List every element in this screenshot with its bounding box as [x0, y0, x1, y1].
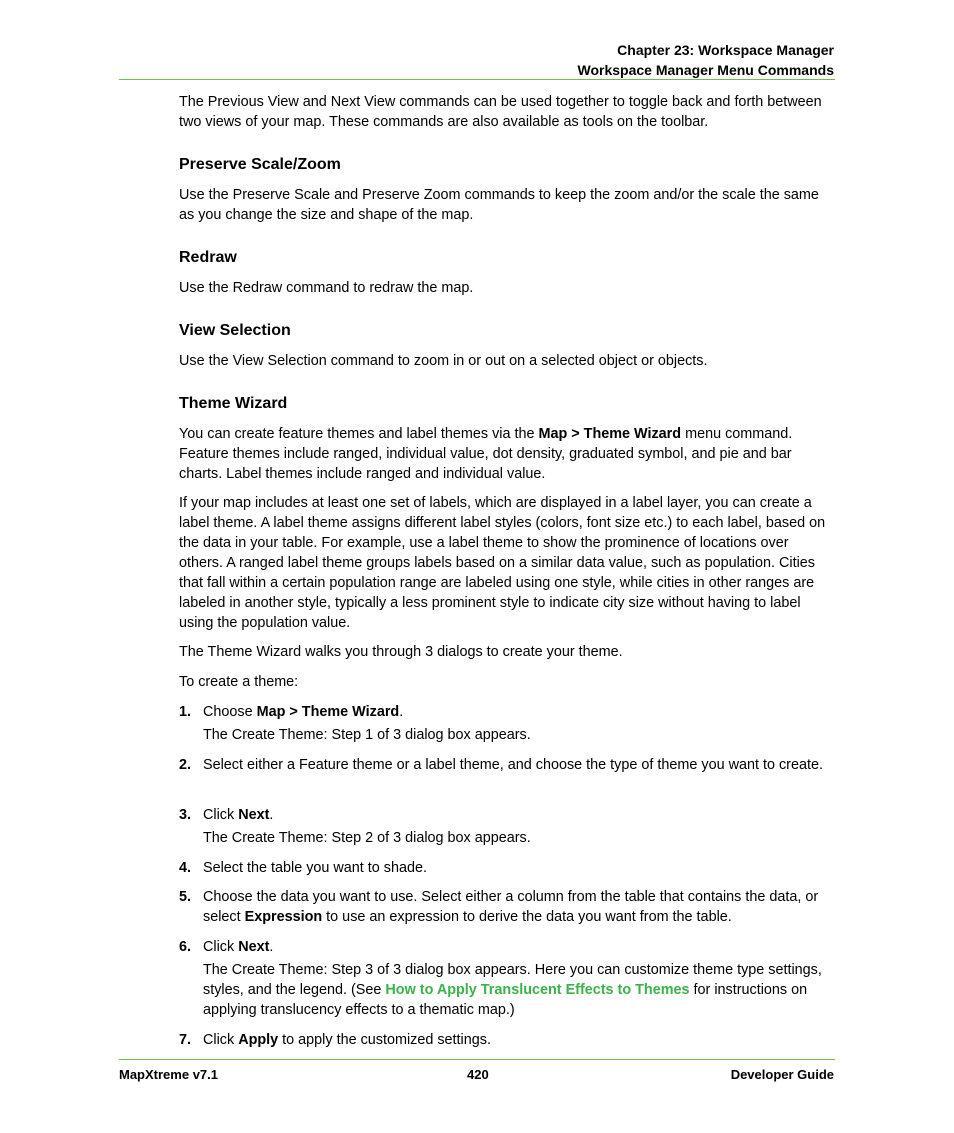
- step-3: Click Next.: [203, 807, 274, 823]
- redraw-paragraph: Use the Redraw command to redraw the map.: [179, 280, 474, 296]
- footer-product: MapXtreme v7.1: [119, 1067, 218, 1082]
- step-4-number: 4.: [179, 860, 192, 876]
- heading-theme-wizard: Theme Wizard: [179, 395, 288, 412]
- theme-wizard-paragraph-1: You can create feature themes and label themes via the Map > Theme Wizard menu command. Feature themes include ranged, individual value, dot density, graduated symbol, and pie and bar charts. Label themes include ranged and individual value.: [179, 426, 793, 482]
- theme-wizard-paragraph-4: To create a theme:: [179, 674, 299, 690]
- header-rule: [119, 79, 835, 80]
- step-1: Choose Map > Theme Wizard.: [203, 704, 404, 720]
- step-6: Click Next.: [203, 939, 274, 955]
- chapter-title: Chapter 23: Workspace Manager: [617, 42, 834, 58]
- heading-redraw: Redraw: [179, 249, 237, 266]
- theme-wizard-paragraph-3: The Theme Wizard walks you through 3 dialogs to create your theme.: [179, 644, 623, 660]
- step-5: Choose the data you want to use. Select either a column from the table that contains the data, or select Expression to use an expression to derive the data you want from the table.: [203, 889, 819, 925]
- theme-wizard-paragraph-2: If your map includes at least one set of labels, which are displayed in a label layer, you can create a label theme. A label theme assigns different label styles (colors, font size etc.) to each label, based on the data in your table. For example, use a label theme to show the prominence of locations over others. A ranged label theme groups labels based on a similar data value, such as population. Cities that fall within a certain population range are labeled using one style, while cities in other ranges are labeled in another style, typically a less prominent style to indicate city size without having to label using the population value.: [179, 495, 826, 631]
- footer-rule: [119, 1059, 835, 1060]
- step-6-result: The Create Theme: Step 3 of 3 dialog box appears. Here you can customize theme type settings, styles, and the legend. (See How to Apply Translucent Effects to Themes for instructions on applying translucency effects to a thematic map.): [203, 962, 822, 1018]
- step-7: Click Apply to apply the customized settings.: [203, 1032, 491, 1048]
- step-2: Select either a Feature theme or a label theme, and choose the type of theme you want to create.: [203, 757, 823, 773]
- section-title: Workspace Manager Menu Commands: [577, 62, 834, 78]
- preserve-paragraph: Use the Preserve Scale and Preserve Zoom commands to keep the zoom and/or the scale the same as you change the size and shape of the map.: [179, 187, 819, 223]
- heading-view-selection: View Selection: [179, 322, 291, 339]
- heading-preserve-scale-zoom: Preserve Scale/Zoom: [179, 156, 341, 173]
- step-5-number: 5.: [179, 889, 192, 905]
- footer-guide: Developer Guide: [730, 1067, 834, 1082]
- page-number: 420: [467, 1067, 489, 1082]
- translucent-effects-link[interactable]: How to Apply Translucent Effects to Themes: [385, 982, 690, 998]
- step-2-number: 2.: [179, 757, 192, 773]
- step-4: Select the table you want to shade.: [203, 860, 428, 876]
- menu-path: Map > Theme Wizard: [538, 426, 682, 442]
- step-3-result: The Create Theme: Step 2 of 3 dialog box appears.: [203, 830, 531, 846]
- view-selection-paragraph: Use the View Selection command to zoom in or out on a selected object or objects.: [179, 353, 708, 369]
- step-1-result: The Create Theme: Step 1 of 3 dialog box appears.: [203, 727, 531, 743]
- intro-paragraph: The Previous View and Next View commands can be used together to toggle back and forth between two views of your map. These commands are also available as tools on the toolbar.: [179, 94, 822, 130]
- running-header: [578, 40, 834, 80]
- step-3-number: 3.: [179, 807, 192, 823]
- step-6-number: 6.: [179, 939, 192, 955]
- step-1-number: 1.: [179, 704, 192, 720]
- step-7-number: 7.: [179, 1032, 192, 1048]
